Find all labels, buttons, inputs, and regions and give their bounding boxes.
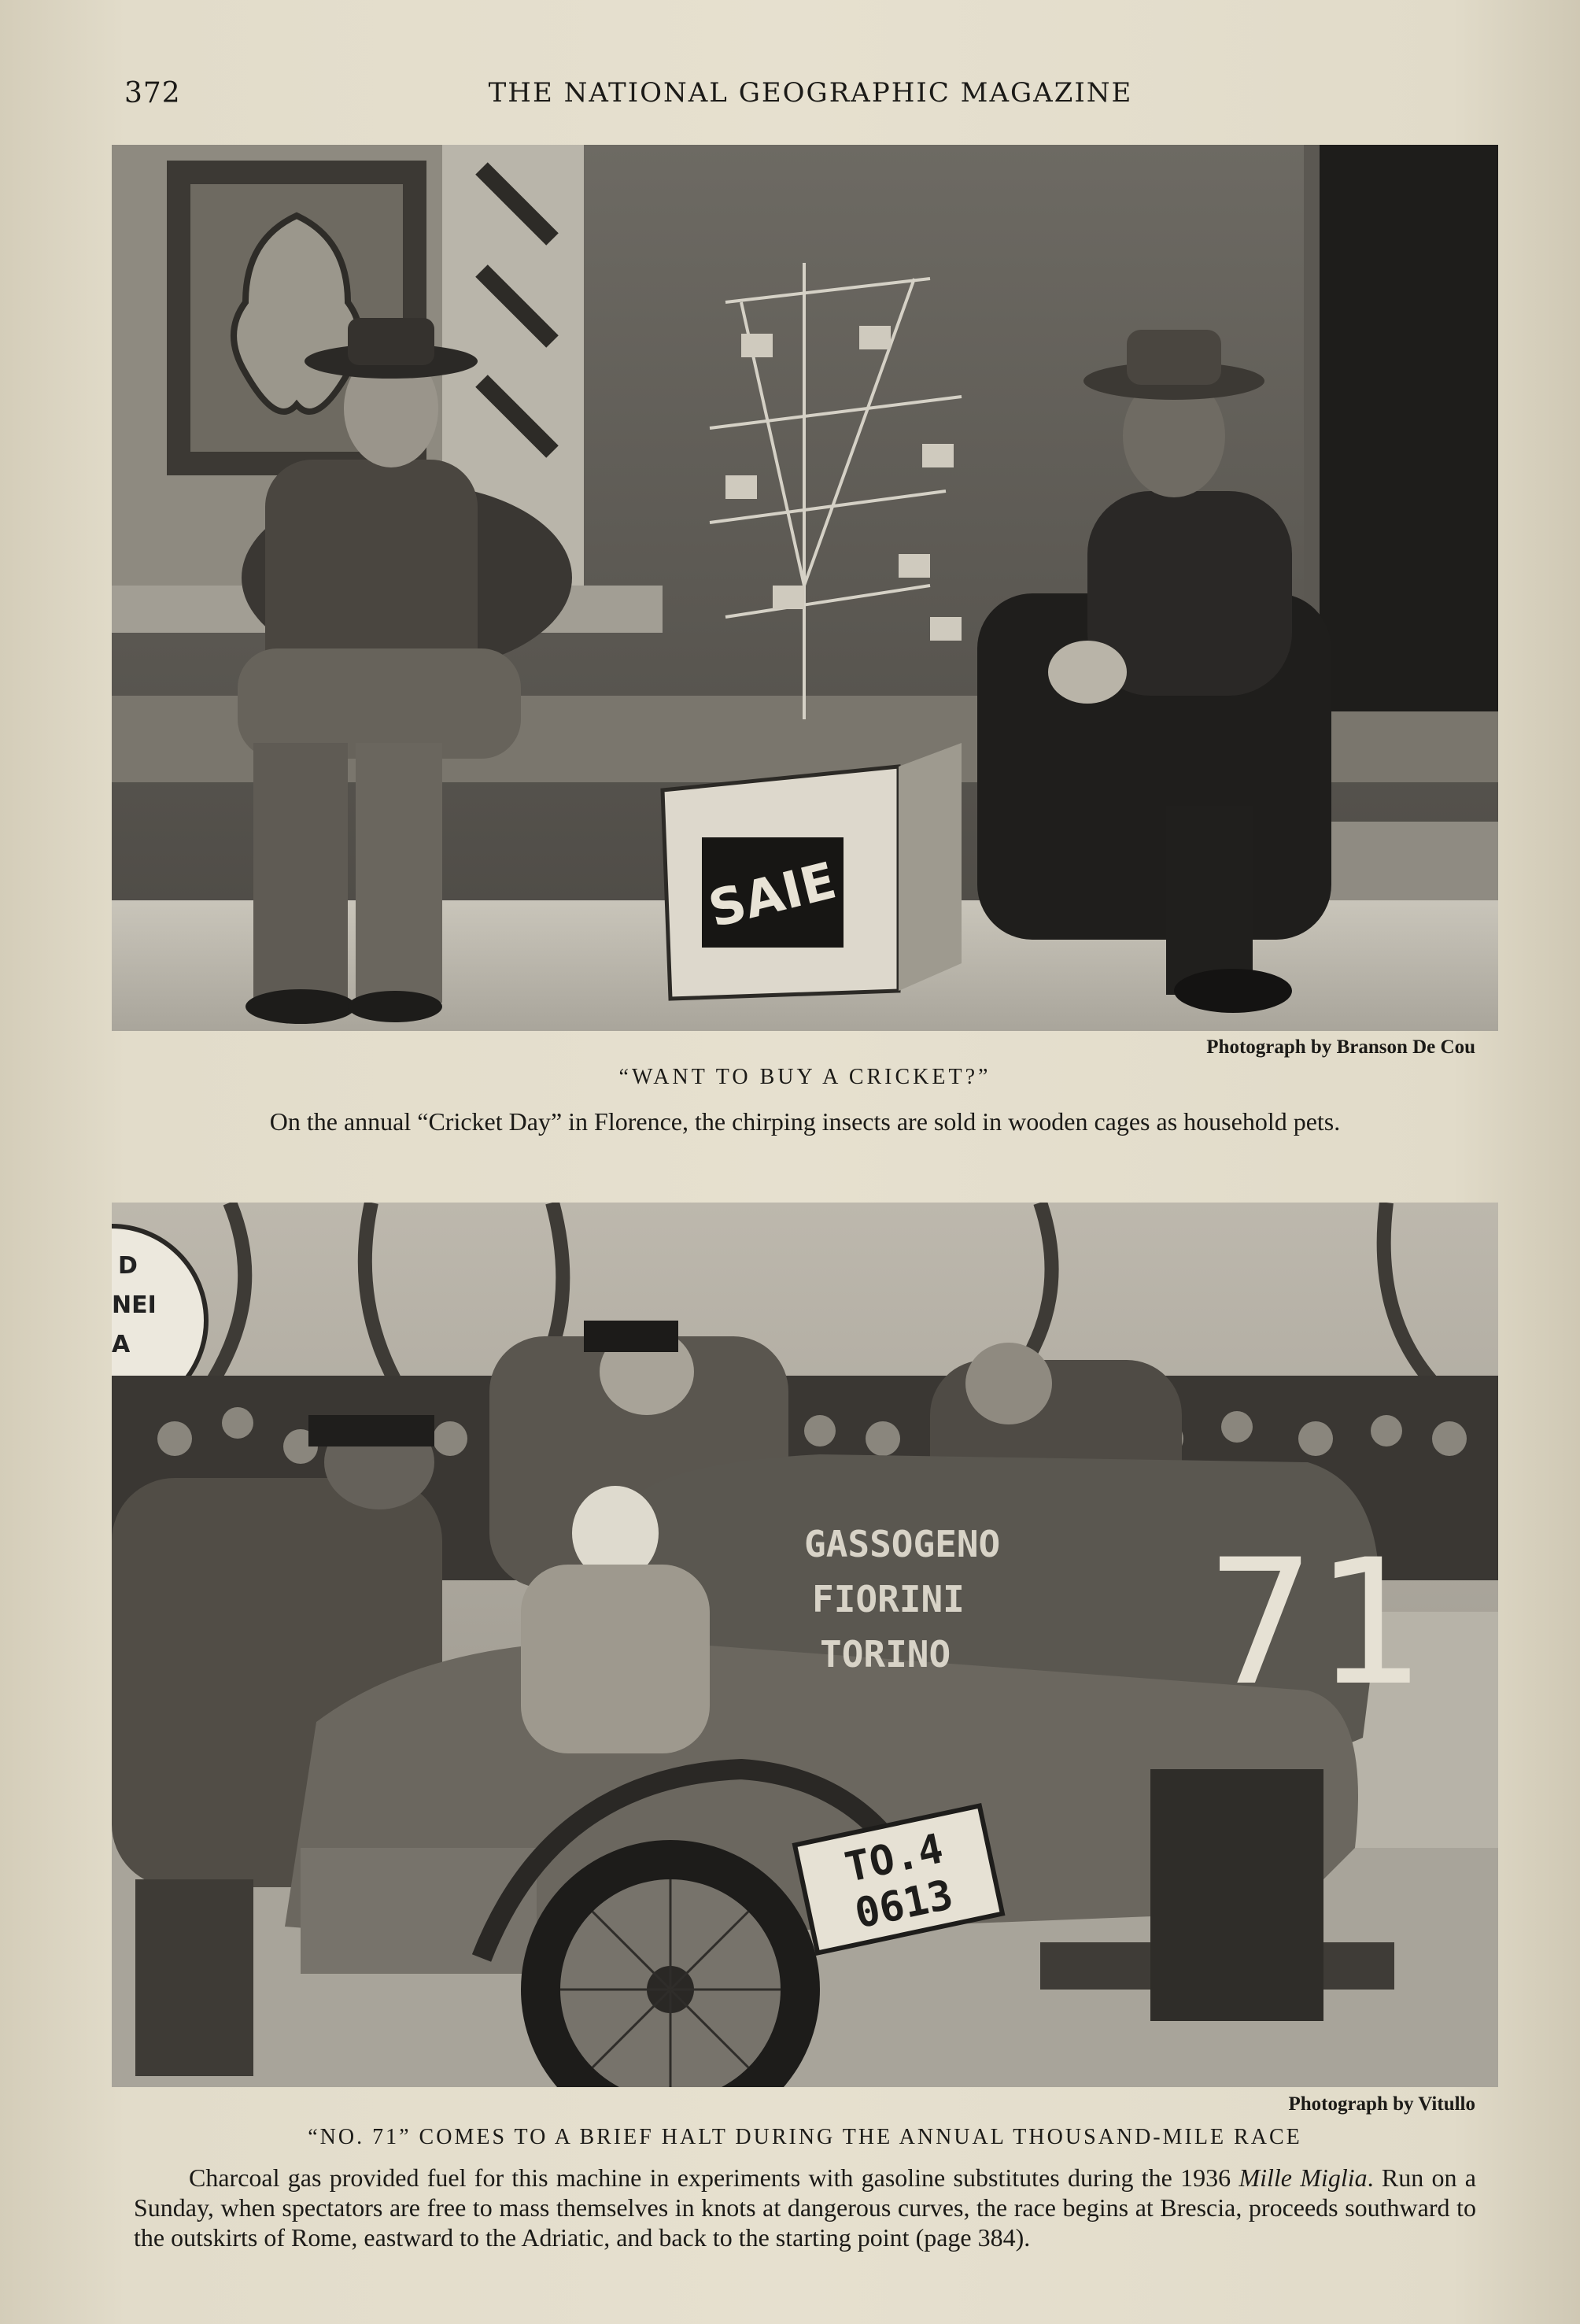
caption-title-1: “WANT TO BUY A CRICKET?” [618,1065,991,1089]
photo-credit-2: Photograph by Vitullo [1288,2093,1475,2115]
caption-body-1: On the annual “Cricket Day” in Florence, the chirping insects are sold in wooden cages as household pets. [269,1107,1341,1136]
cricket-sellers-illustration [112,145,1498,1031]
caption-body-2 [134,2163,1476,2252]
car-text-line2: FIORINI [812,1578,965,1620]
box-label: SAIE [703,852,842,940]
car-number: 71 [1205,1522,1426,1724]
plate-line2: 0613 [851,1871,958,1938]
page-header [0,77,1580,116]
race-car-illustration [112,1203,1498,2087]
caption-body-2-part1: Charcoal gas provided fuel for this machine in experiments with gasoline substitutes during the 1936 [189,2163,1239,2192]
car-text-line3: TORINO [820,1633,951,1676]
photo-credit-1: Photograph by Branson De Cou [1206,1036,1475,1058]
caption-body-2-italic: Mille Miglia [1239,2163,1368,2192]
caption-body-2-part2: . Run on a Sunday, when spectators are free to mass themselves in knots at dangerous curves, the race begins at Brescia, proceeds southward to the outskirts of Rome, eastward to the Adriatic, and back to the starting point (page 384). [134,2163,1477,2252]
race-car-photo [112,1203,1498,2087]
sign-text-1: D [118,1252,138,1280]
sign-text-3: A [112,1331,131,1358]
caption-title-2: “NO. 71” COMES TO A BRIEF HALT DURING THE ANNUAL THOUSAND-MILE RACE [308,2125,1302,2149]
running-head: THE NATIONAL GEOGRAPHIC MAGAZINE [488,77,1133,109]
plate-line1: TO.4 [840,1825,947,1892]
sign-text-2: NEI [112,1291,157,1319]
cricket-sellers-photo [112,145,1498,1031]
page-number: 372 [124,77,181,109]
car-text-line1: GASSOGENO [804,1523,1001,1565]
